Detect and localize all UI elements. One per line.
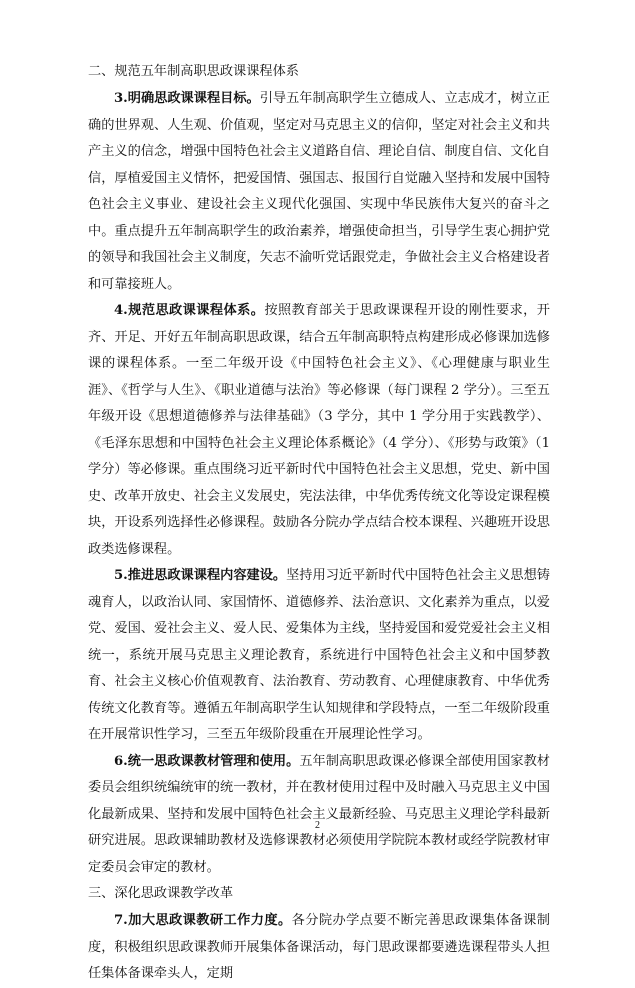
document-body [88,59,550,988]
paragraph-text: 各分院办学点要不断完善思政课集体备课制度，积极组织思政课教师开展集体备课活动，每门思政课都要遴选课程带头人担任集体备课牵头人，定期 [88,913,550,981]
section-heading: 二、规范五年制高职思政课课程体系 [88,64,299,79]
paragraph [88,86,550,298]
paragraph [88,749,550,882]
paragraph-text: 五年制高职思政课必修课全部使用国家教材委员会组织统编统审的统一教材，并在教材使用过程中及时融入马克思主义中国化最新成果、坚持和发展中国特色社会主义最新经验、马克思主义理论学科最新研究进展。思政课辅助教材及选修课教材必须使用学院院本教材或经学院教材审定委员会审定的教材。 [88,753,550,875]
paragraph [88,298,550,563]
paragraph-lead: 6.统一思政课教材管理和使用。 [114,753,300,769]
paragraph-text: 按照教育部关于思政课课程开设的刚性要求，开齐、开足、开好五年制高职思政课，结合五年制高职特点构建形成必修课加选修课的课程体系。一至二年级开设《中国特色社会主义》、《心理健康与职业生涯》、《哲学与人生》、《职业道德与法治》等必修课（每门课程 2 学分）。三至五年级开设《思想道德修养与法律基础》（3 学分，其中 1 学分用于实践教学）、《毛泽东思想和中国特色社会主义理论体系概论》（4 学分）、《形势与政策》（1 学分）等必修课。重点围绕习近平新时代中国特色社会主义思想，党史、新中国史、改革开放史、社会主义发展史，宪法法律，中华优秀传统文化等设定课程模块，开设系列选择性必修课程。鼓励各分院办学点结合校本课程、兴趣班开设思政类选修课程。 [88,303,550,557]
section-heading: 三、深化思政课教学改革 [88,886,234,901]
paragraph [88,563,550,749]
paragraph [88,908,550,988]
paragraph-text: 坚持用习近平新时代中国特色社会主义思想铸魂育人，以政治认同、家国情怀、道德修养、法治意识、文化素养为重点，以爱党、爱国、爱社会主义、爱人民、爱集体为主线，坚持爱国和爱党爱社会主义相统一，系统开展马克思主义理论教育，系统进行中国特色社会主义和中国梦教育、社会主义核心价值观教育、法治教育、劳动教育、心理健康教育、中华优秀传统文化教育等。遵循五年制高职学生认知规律和学段特点，一至二年级阶段重在开展常识性学习，三至五年级阶段重在开展理论性学习。 [88,568,550,742]
paragraph-lead: 5.推进思政课课程内容建设。 [114,568,287,583]
paragraph-lead: 3.明确思政课课程目标。 [114,91,260,106]
paragraph-lead: 7.加大思政课教研工作力度。 [114,913,292,928]
paragraph-lead: 4.规范思政课课程体系。 [114,303,265,318]
page-number: 2 [315,820,320,831]
paragraph-text: 引导五年制高职学生立德成人、立志成才，树立正确的世界观、人生观、价值观，坚定对马克思主义的信仰，坚定对社会主义和共产主义的信念，增强中国特色社会主义道路自信、理论自信、制度自信、文化自信，厚植爱国主义情怀，把爱国情、强国志、报国行自觉融入坚持和发展中国特色社会主义事业、建设社会主义现代化强国、实现中华民族伟大复兴的奋斗之中。重点提升五年制高职学生的政治素养，增强使命担当，引导学生衷心拥护党的领导和我国社会主义制度，矢志不渝听党话跟党走，争做社会主义合格建设者和可靠接班人。 [88,91,550,292]
